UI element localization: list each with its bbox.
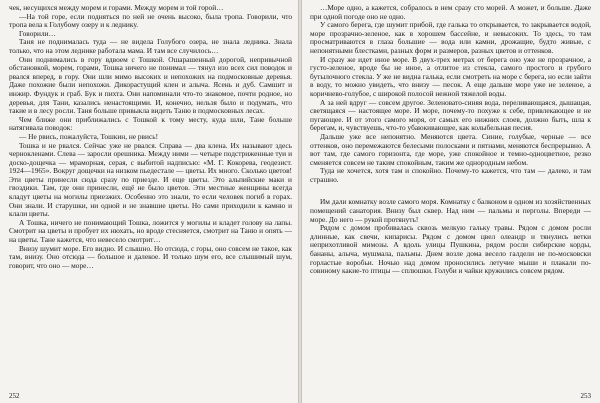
paragraph: Говорили…: [19, 28, 56, 38]
section-break: [310, 184, 591, 198]
page-number: 253: [580, 392, 591, 400]
paragraph: Туда не хочется, хотя там и спокойно. Почему-то кажется, что там — далеко, и там страшно.: [310, 166, 591, 184]
right-page: [302, 0, 600, 403]
paragraph: А за ней вдруг — совсем другое. Зеленовато-синяя вода, переливающаяся, дышащая, светящаяся — настоящее море. И море, почему-то похуже к себе, привлекающее и не пугающее. И от этого самого моря, от самых его нижних слоев, должно быть, шла к берегам, и, чувствуешь, что-то убаюкивающее, как колыбельная песня.: [310, 97, 591, 133]
paragraph: чек, несущихся между морем и горами. Между морем и той горой…: [9, 3, 224, 12]
left-page-text: [9, 4, 292, 270]
paragraph: —На той горе, если подняться по ней не очень высоко, была тропа. Говорили, что тропа вела к Голубому озеру и к леднику.: [9, 11, 292, 30]
paragraph: Рядом с домом пробивалась сквозь мелкую гальку травы. Рядом с домом росли длинные, как свечи, кипарисы. Рядом с домом цвел олеандр и тянулись ветки неприхотливой мимозы. А вдоль улицы Пушкина, рядом росли сибирские корды, бананы, алыча, мушмала, пальмы. Днем возле дома весело галдели не по-московски горластые воробьи. Ночью над домом проносились летучие мыши и плакали по-совиному какие-то птицы — сплюшки. Голуби и чайки кружились совсем рядом.: [310, 223, 591, 276]
paragraph: — Не рвись, пожалуйста, Тошкин, не рвись!: [19, 131, 159, 141]
paragraph: У самого берега, где шумит прибой, где галька то открывается, то закрывается водой, море прозрачно-зеленое, как в хорошем бассейне, и невысоких. То здесь, то там просматриваются в глаза большие — вода или камни, дрожащие, будто живые, с непонятными блестками, разных форм и размеров, разных цветов и оттенков.: [310, 20, 591, 55]
left-page: [0, 0, 298, 403]
paragraph: И сразу же идет иное море. В двух-трех метрах от берега оно уже не прозрачное, а густо-зеленое, вроде бы не иное, а отлитое из стекла, самого простого и грубого бутылочного стекла. У же не видна галька, если смотреть на море с берега, но если зайти в воду, то можно увидеть, что внизу — песок. А еще дальше море уже не зеленое, а коричнево-голубое, с широкой полосой нежной тяжелой воды.: [310, 54, 591, 98]
paragraph: Им дали комнатку возле самого моря. Комнатку с балконом в одном из хозяйственных помещений санатория. Внизу был сквер. Над ним — пальмы и перголы. Впереди — море. До него — рукой протянуть!: [310, 197, 591, 224]
right-page-text: [310, 4, 591, 276]
paragraph: Они поднимались в гору вдвоем с Тошкой. Ошарашенный дорогой, непривычной обстановкой, морем, горами, Тошка ничего не понимал — тянул изо всех сил поводок и рвался вперед, в гору. Они шли мимо высоких и непохожих на подмосковные деревья. Даже похожие были непохожи. Дикорастущий клен и алыча. Ясень и дуб. Самшит и инжир. Фундук и граб. Бук и пихта. Они напоминали что-то знакомое, почти родное, но деревья, для Тани, казались ненастоящими. И, конечно, нельзя было и подумать, что такие и в лесу росли. Таня больше привыкла видеть Таню в подмосковных лесах.: [9, 54, 292, 116]
paragraph: …Море одно, а кажется, собралось в нем сразу сто морей. А может, и больше. Даже при одной погоде оно не одно.: [310, 3, 591, 21]
paragraph: Тошка и не рвался. Сейчас уже не рвался. Справа — два клена. Их называют здесь чернокленами. Слева — заросли орешника. Между ними — четыре подстриженные туи и доско-дощечка — мраморная, серая, с выбитой надписью: «М. Г. Кокорева, геодезист. 1924—1965». Вокруг дощечки на низком пьедестале — цветы. Их много. Сколько цветов! Эти цветы принесли сюда сразу по приезде. И еще цветы. Это альпийские маки и гвоздики. Там, где они принесли, ещё не было цветов. Эти местные женщины всегда кладут цветы на могилы приезжих. Особенно это знали, то если человек погиб в горах. Они знали. И старушки, ни одной и не знавшие цветы. Но сами приходили к камню и клали цветы.: [9, 140, 292, 219]
paragraph: А Тошка, ничего не понимающий Тошка, ложится у могилы и кладет голову на лапы. Смотрит на цветы и пробует их нюхать, но вроде стесняется, смотрит на Таню и опять — на цветы. Тане кажется, что невесело смотрит…: [9, 217, 292, 245]
page-number: 252: [9, 392, 20, 400]
paragraph: Чем ближе они приближались с Тошкой к тому месту, куда шли, Тане больше натягивала поводок:: [9, 114, 292, 133]
paragraph: Дальше уже все непонятно. Меняются цвета. Синие, голубые, черные — все оттенков, оно перемежаются белесыми полосками и пятнами, меняются беспрерывно. А вот там, где самого горизонта, где море, уже спокойное и темно-одноцветное, резко сменяется совсем не таким спокойным, таким же однородным небом.: [310, 131, 591, 167]
paragraph: Внизу шумит море. Его видно. И слышно. Но отсюда, с горы, оно совсем не такое, как там, внизу. Оно отсюда — большое и далекое. И только шум его, все слышимый шум, говорит, что оно — море…: [9, 243, 292, 270]
paragraph: Таня не поднималась туда — не видела Голубого озера, не знала ледника. Знала только, что на этом леднике работала мама. И там все случилось…: [9, 37, 292, 55]
